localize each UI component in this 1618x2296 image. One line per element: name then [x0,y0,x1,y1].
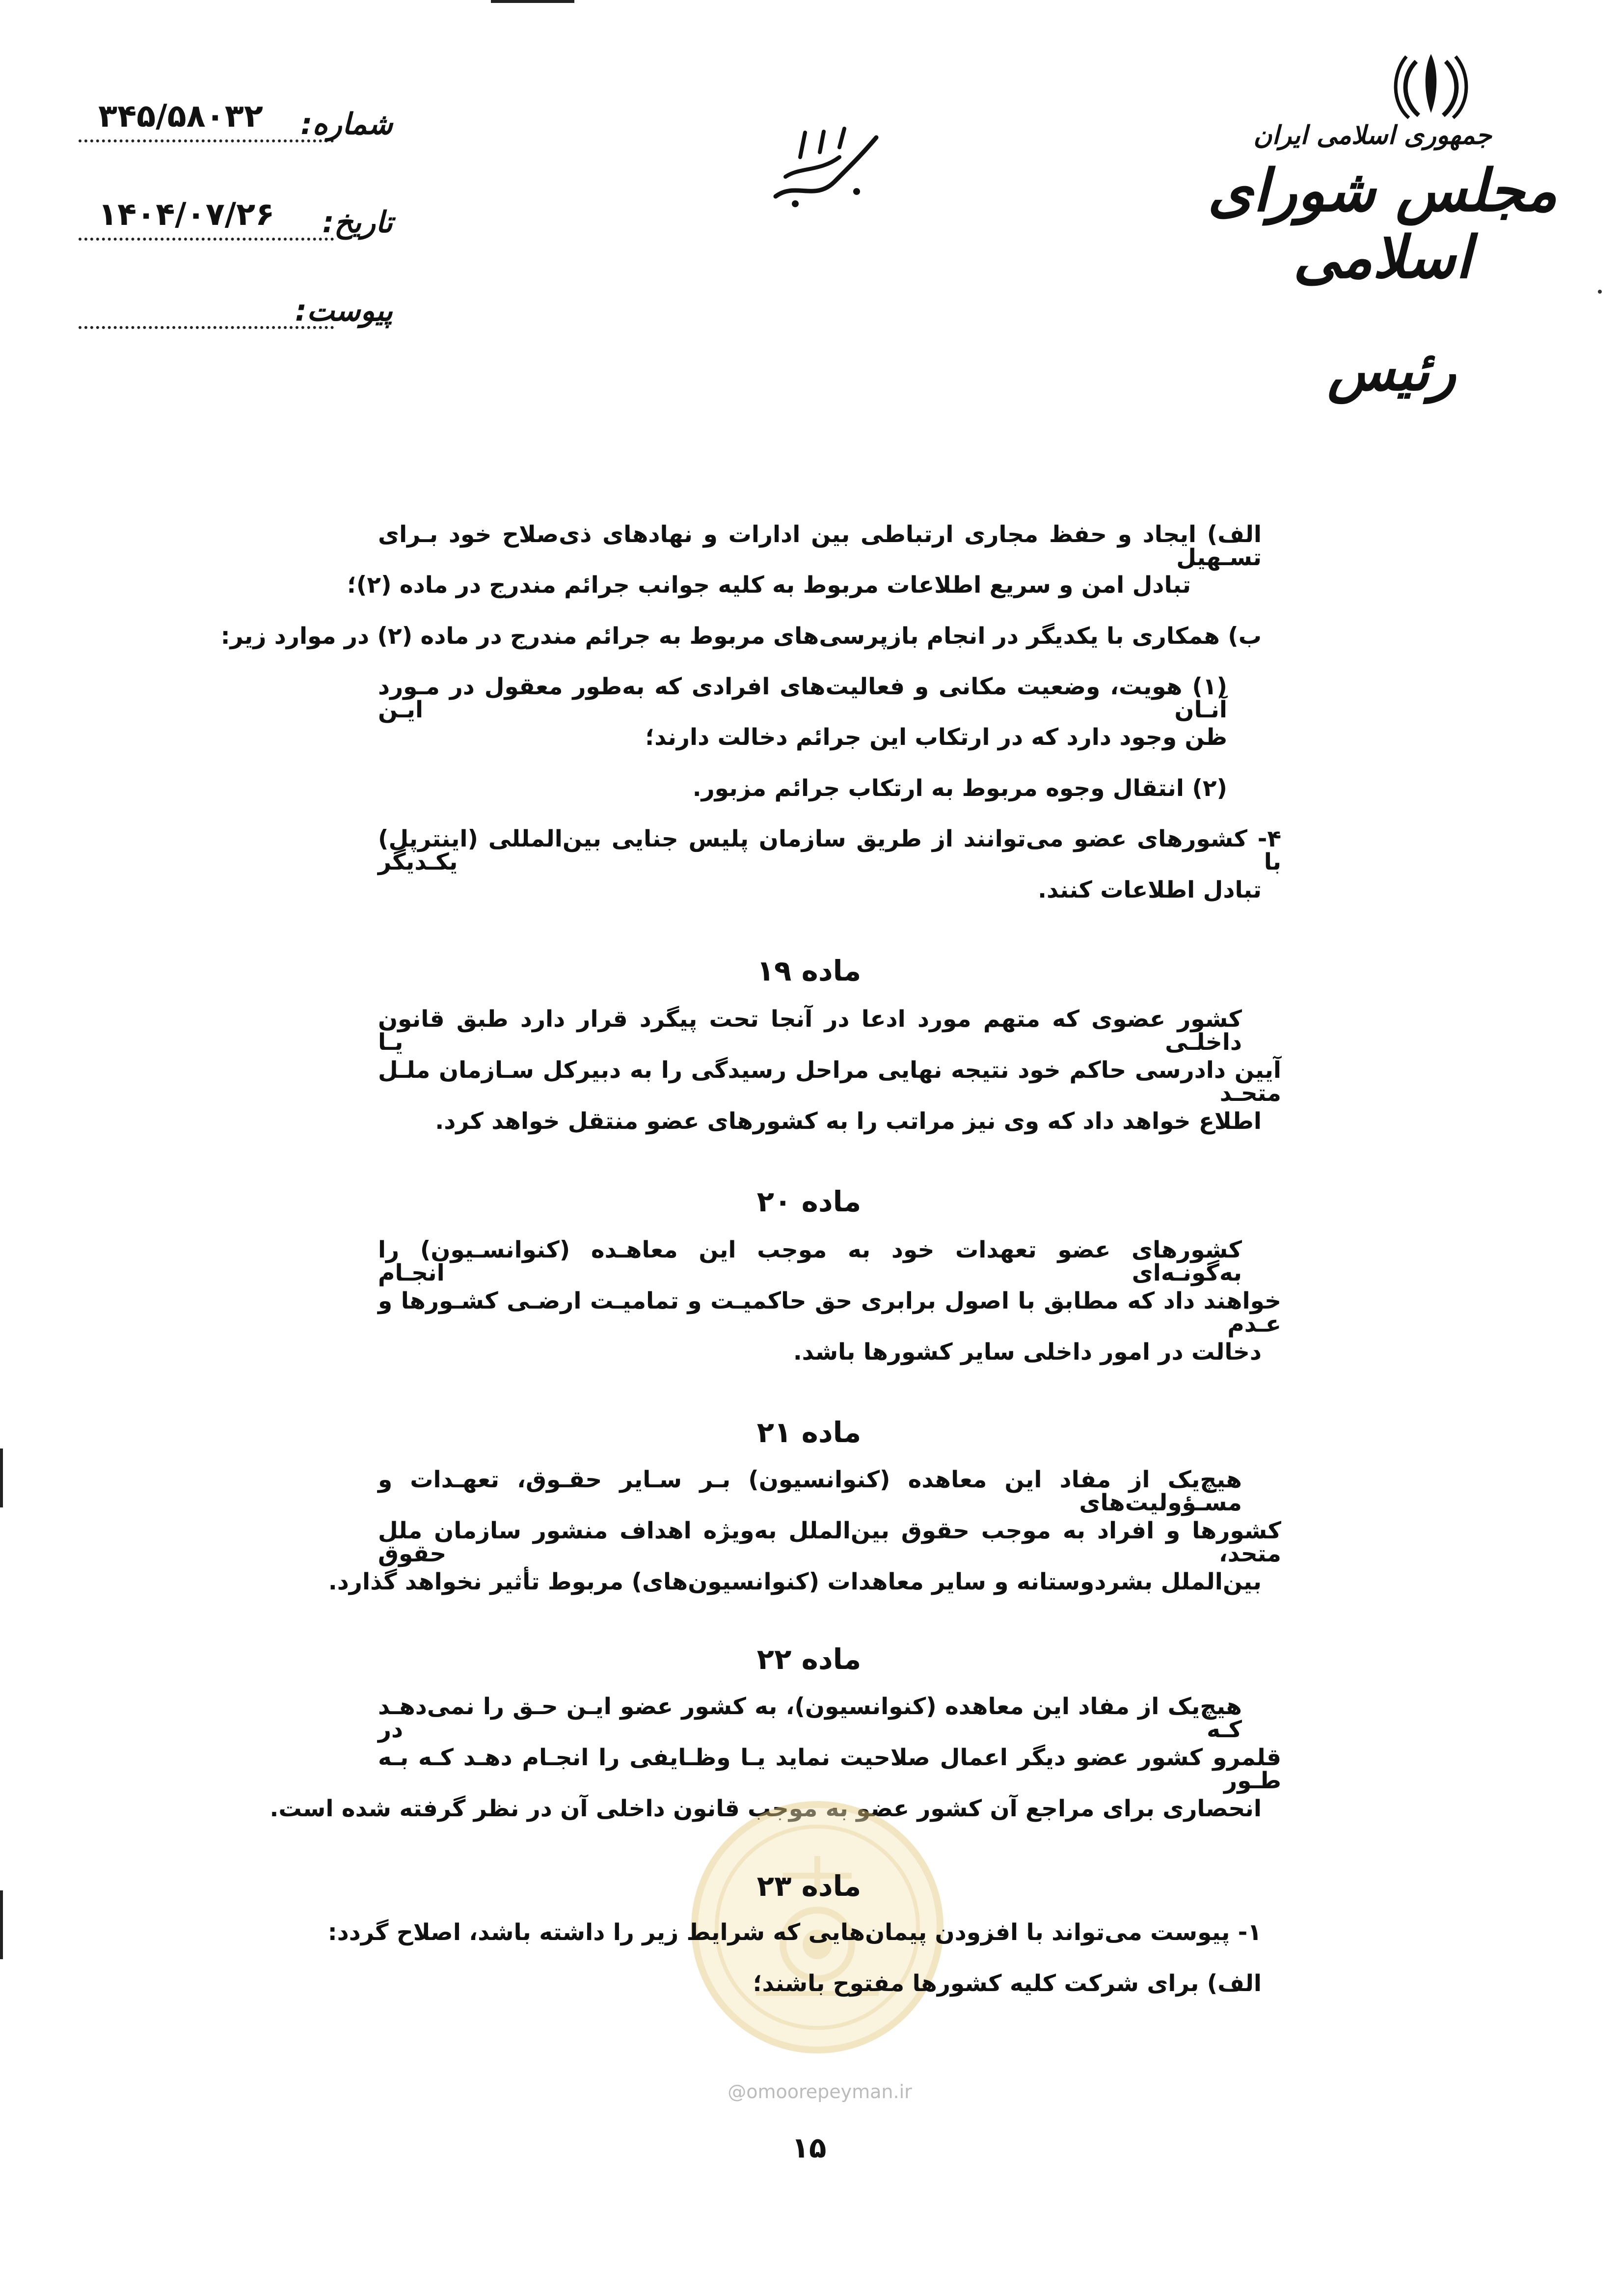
article-line: کشور عضوی که متهم مورد ادعا در آنجا تحت پیگرد قرار دارد طبق قانون داخلـی یـا [378,1006,1242,1056]
office-title: رئیس [1327,339,1456,403]
article-line: قلمرو کشور عضو دیگر اعمال صلاحیت نماید یـا وظـایفی را انجـام دهـد کـه بـه طـور [378,1744,1281,1794]
letter-attachment-label: پیوست: [295,294,393,328]
letter-date-value: ۱۴۰۴/۰۷/۲۶ [98,196,275,233]
letter-number-row [64,98,393,147]
letter-number-value: ۳۴۵/۵۸۰۳۲ [98,98,263,135]
article-heading-22: ماده ۲۲ [756,1642,862,1676]
scan-edge-mark [0,1890,3,1959]
article-line: الف) برای شرکت کلیه کشورها مفتوح باشند؛ [753,1970,1262,1997]
article-line: خواهند داد که مطابق با اصول برابری حق حاکمیـت و تمامیـت ارضـی کشـورها و عـدم [378,1287,1281,1338]
article-line: کشورها و افراد به موجب حقوق بین‌الملل به‌ویژه اهداف منشور سازمان ملل متحد، حقوق [378,1517,1281,1567]
letter-number-label: شماره: [300,107,393,141]
article-line: ۱- پیوست می‌تواند با افزودن پیمان‌هایی که شرایط زیر را داشته باشد، اصلاح گردد: [327,1919,1262,1946]
watermark-text: @omoorepeyman.ir [728,2081,912,2103]
article-line: انحصاری برای مراجع آن کشور عضو به موجب قانون داخلی آن در نظر گرفته شده است. [270,1795,1262,1822]
body-line: تبادل امن و سریع اطلاعات مربوط به کلیه جوانب جرائم مندرج در ماده (۲)؛ [347,572,1191,599]
page-number: ۱۵ [791,2131,827,2164]
dotted-line [79,139,334,142]
article-heading-19: ماده ۱۹ [756,954,862,987]
body-line: ب) همکاری با یکدیگر در انجام بازپرسی‌های مربوط به جرائم مندرج در ماده (۲) در موارد زیر: [220,623,1262,650]
article-line: هیچ‌یک از مفاد این معاهده (کنوانسیون) بـر سـایر حقـوق، تعهـدات و مسـؤولیت‌های [378,1466,1242,1516]
letter-attachment-row [64,290,393,334]
scan-dot [1598,290,1602,294]
body-line: ۴- کشورهای عضو می‌توانند از طریق سازمان پلیس جنایی بین‌المللی (اینترپل) با یکـدیگر [378,825,1281,875]
article-heading-23: ماده ۲۳ [756,1869,862,1903]
bismillah-calligraphy [766,123,884,211]
body-line: تبادل اطلاعات کنند. [1038,876,1262,903]
article-line: آیین دادرسی حاکم خود نتیجه نهایی مراحل رسیدگی را به دبیرکل سـازمان ملـل متحـد [378,1057,1281,1107]
body-line: (۲) انتقال وجوه مربوط به ارتکاب جرائم مزبور. [692,775,1227,802]
article-heading-21: ماده ۲۱ [756,1416,862,1449]
body-line: الف) ایجاد و حفظ مجاری ارتباطی بین ادارات و نهادهای ذی‌صلاح خود بـرای تسـهیل [378,521,1262,571]
majlis-title: مجلس شورای اسلامی [1208,156,1557,291]
scan-edge-mark [0,1449,3,1507]
article-line: دخالت در امور داخلی سایر کشورها باشد. [793,1339,1262,1366]
article-line: اطلاع خواهد داد که وی نیز مراتب را به کشورهای عضو منتقل خواهد کرد. [435,1108,1262,1135]
calligraphy-icon [766,123,884,211]
body-line: ظن وجود دارد که در ارتکاب این جرائم دخالت دارند؛ [645,724,1227,751]
body-line: (۱) هویت، وضعیت مکانی و فعالیت‌های افرادی که به‌طور معقول در مـورد آنـان ایـن [378,673,1227,723]
article-line: هیچ‌یک از مفاد این معاهده (کنوانسیون)، به کشور عضو ایـن حـق را نمی‌دهـد کـه در [378,1693,1242,1743]
article-heading-20: ماده ۲۰ [756,1185,862,1218]
iran-emblem-icon [1389,47,1473,120]
article-line: کشورهای عضو تعهدات خود به موجب این معاهـده (کنوانسـیون) را به‌گونـه‌ای انجـام [378,1236,1242,1286]
top-edge-rule [491,0,574,3]
republic-title: جمهوری اسلامی ایران [1253,120,1492,150]
dotted-line [79,238,334,241]
article-line: بین‌الملل بشردوستانه و سایر معاهدات (کنوانسیون‌های) مربوط تأثیر نخواهد گذارد. [328,1568,1262,1595]
letter-date-label: تاریخ: [322,205,393,240]
letter-date-row [64,196,393,246]
